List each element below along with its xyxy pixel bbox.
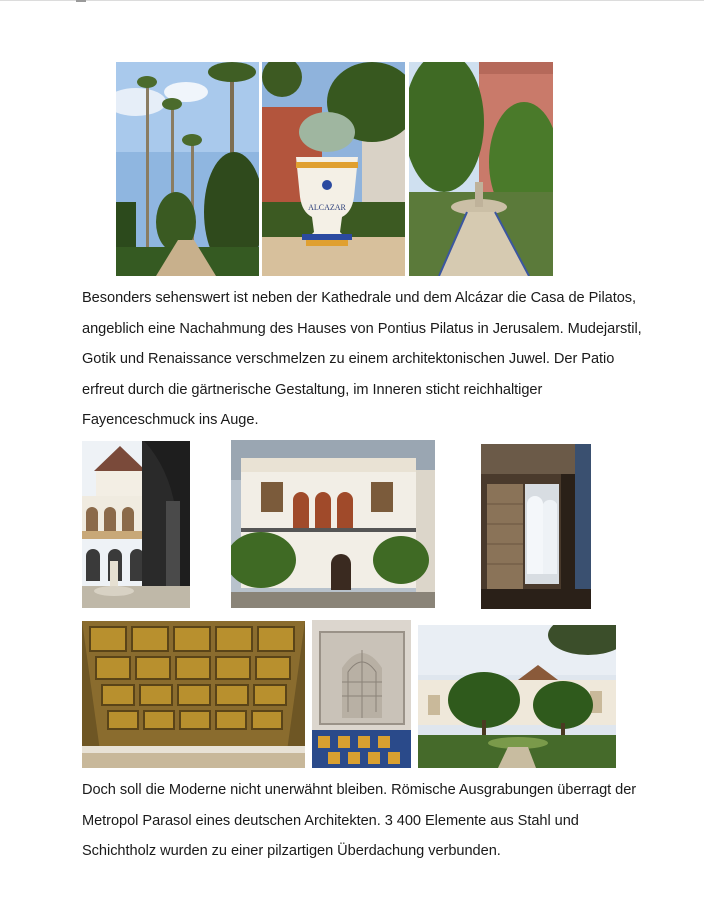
photo-window-tiles	[481, 444, 591, 609]
paragraph-casa-de-pilatos: Besonders sehenswert ist neben der Kathedrale und dem Alcázar die Casa de Pilatos, angeblich eine Nachahmung des Hauses von Pontius Pilatus in Jerusalem. Mudejarstil, Gotik und Renaissance verschmelzen zu einem architektonischen Juwel. Der Patio erfreut durch die gärtnerische Gestaltung, im Inneren sticht reichhaltiger Fayenceschmuck ins Auge.	[82, 290, 642, 428]
photo-stucco-panel	[312, 620, 411, 768]
paragraph-metropol-parasol: Doch soll die Moderne nicht unerwähnt bleiben. Römische Ausgrabungen überragt der Metropol Parasol eines deutschen Architekten. 3 400 Elemente aus Stahl und Schichtholz wurden zu einer pilzartigen Überdachung verbunden.	[82, 782, 637, 859]
photo-palm-garden	[116, 62, 259, 276]
vase-inscription: ALCAZAR	[308, 203, 346, 212]
photo-patio-arcade	[82, 441, 190, 608]
page-top-border	[0, 0, 704, 1]
photo-casa-facade	[231, 440, 435, 608]
photo-topiary-garden	[418, 625, 616, 768]
photo-coffered-ceiling	[82, 621, 305, 768]
photo-alcazar-vase	[262, 62, 405, 276]
photo-courtyard-fountain	[409, 62, 553, 276]
page-corner-mark	[76, 0, 86, 2]
